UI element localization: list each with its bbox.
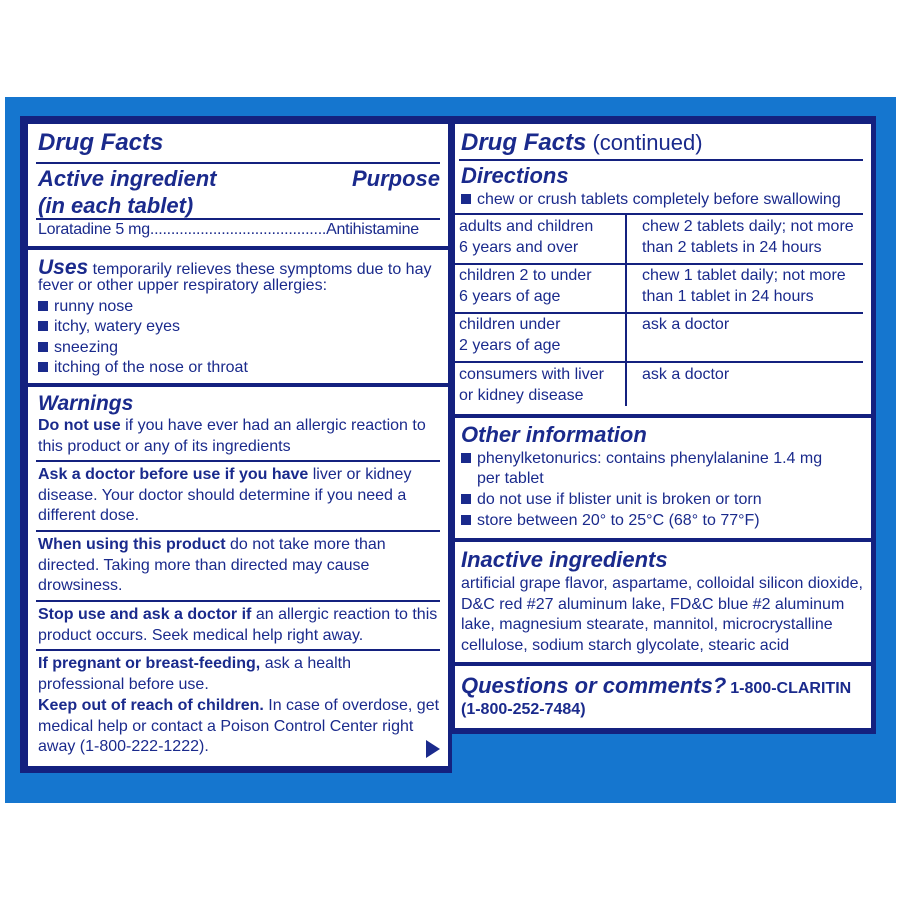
inactive-ingredients-text: artificial grape flavor, aspartame, colloidal silicon dioxide, D&C red #27 aluminum lake, FD&C blue #2 aluminum lake, magnesium stearate, mannitol, microcrystalline cellulose, sodium starch glycolate, stearic acid [461,575,863,654]
questions-heading: Questions or comments? [461,673,727,698]
inactive-ingredients-heading: Inactive ingredients [461,547,668,572]
square-bullet-icon [461,194,471,204]
other-info-item: do not use if blister unit is broken or torn [461,490,762,511]
drug-facts-continued-title: Drug Facts (continued) [461,129,703,156]
square-bullet-icon [461,515,471,525]
uses-intro-line2: fever or other upper respiratory allergies: [38,277,328,294]
directions-panel [455,124,871,414]
questions-panel [455,666,871,728]
questions-line [461,672,851,700]
uses-item: itchy, watery eyes [38,317,180,338]
square-bullet-icon [38,342,48,352]
directions-row-4-dose: ask a doctor [642,366,730,383]
phone-number-digits: (1-800-252-7484) [461,701,586,718]
uses-item: runny nose [38,297,133,318]
directions-intro: chew or crush tablets completely before swallowing [461,190,841,211]
other-info-item: store between 20° to 25°C (68° to 77°F) [461,511,760,532]
stop-use: Stop use and ask a doctor if an allergic reaction to this product occurs. Seek medical help right away. [38,606,438,644]
drug-facts-title: Drug Facts [38,129,164,156]
ask-doctor: Ask a doctor before use if you have liver or kidney disease. Your doctor should determine if you need a different dose. [38,466,412,524]
square-bullet-icon [38,362,48,372]
triangle-right-icon [426,740,440,758]
uses-item: itching of the nose or throat [38,358,248,379]
phone-number: 1-800-CLARITIN [730,680,852,697]
warnings-heading: Warnings [38,392,134,415]
uses-panel [28,250,448,383]
purpose-heading: Purpose [351,166,440,191]
square-bullet-icon [38,301,48,311]
uses-intro-text: temporarily relieves these symptoms due to hay [88,261,432,278]
directions-row-4-who: consumers with liver or kidney disease [459,366,604,404]
directions-row-1-dose: chew 2 tablets daily; not more than 2 tablets in 24 hours [642,218,854,256]
active-ingredient-panel [28,124,448,246]
other-information-heading: Other information [461,422,647,447]
keep-out-of-reach: Keep out of reach of children. In case of overdose, get medical help or contact a Poison Control Center right away (1-800-222-1222). [38,697,440,755]
directions-row-2-dose: chew 1 tablet daily; not more than 1 tablet in 24 hours [642,267,846,305]
directions-row-3-who: children under 2 years of age [459,316,561,354]
active-ingredient-subheading: (in each tablet) [38,193,194,218]
other-info-item-cont: per tablet [477,470,544,487]
directions-row-2-who: children 2 to under 6 years of age [459,267,592,305]
when-using: When using this product do not take more than directed. Taking more than directed may cause drowsiness. [38,536,386,594]
uses-heading: Uses [38,256,89,279]
warnings-panel [28,387,448,766]
directions-row-3-dose: ask a doctor [642,316,730,333]
square-bullet-icon [461,494,471,504]
active-ingredient-heading: Active ingredient [38,166,217,191]
directions-row-1-who: adults and children 6 years and over [459,218,594,256]
directions-heading: Directions [461,163,569,188]
do-not-use: Do not use if you have ever had an allergic reaction to this product or any of its ingredients [38,417,426,455]
other-info-item: phenylketonurics: contains phenylalanine 1.4 mg [461,449,822,470]
uses-item: sneezing [38,338,118,359]
ingredient-line: Loratadine 5 mg..........................................Antihistamine [38,221,419,238]
other-information-panel [455,418,871,538]
inactive-ingredients-panel [455,542,871,662]
square-bullet-icon [38,321,48,331]
square-bullet-icon [461,453,471,463]
pregnant-warning: If pregnant or breast-feeding, ask a health professional before use. [38,655,351,693]
